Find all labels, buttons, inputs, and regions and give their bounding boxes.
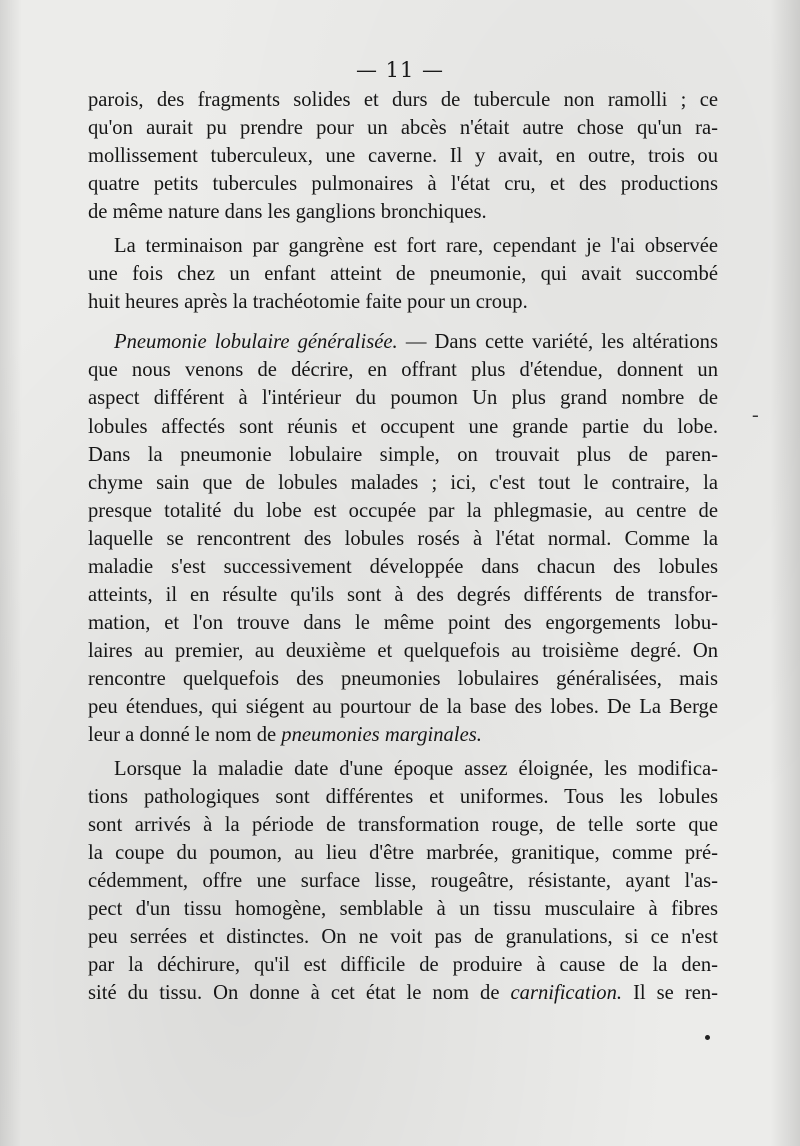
- text-line: chyme sain que de lobules malades ; ici, c'est tout le contraire, la: [88, 471, 718, 494]
- text-line: cédemment, offre une surface lisse, rougeâtre, résistante, ayant l'as-: [88, 870, 718, 893]
- text-line: mation, et l'on trouve dans le même point des engorgements lobu-: [88, 611, 718, 634]
- paragraph-1: [88, 86, 718, 226]
- text-line: laquelle se rencontrent des lobules rosés à l'état normal. Comme la: [88, 527, 718, 550]
- text-line: quatre petits tubercules pulmonaires à l'état cru, et des productions: [88, 173, 718, 196]
- text-line: La terminaison par gangrène est fort rare, cependant je l'ai observée: [114, 235, 718, 258]
- text-line: laires au premier, au deuxième et quelquefois au troisième degré. On: [88, 639, 718, 662]
- text-fragment: — Dans cette variété, les altérations: [397, 331, 718, 354]
- text-line: qu'on aurait pu prendre pour un abcès n'était autre chose qu'un ra-: [88, 117, 718, 140]
- text-line: Lorsque la maladie date d'une époque assez éloignée, les modifica-: [114, 758, 718, 781]
- section-heading: Pneumonie lobulaire généralisée.: [114, 331, 398, 354]
- text-line: parois, des fragments solides et durs de tubercule non ramolli ; ce: [88, 89, 718, 111]
- paragraph-2: [88, 232, 718, 316]
- text-line: aspect différent à l'intérieur du poumon Un plus grand nombre de: [88, 387, 718, 410]
- ink-spot: [705, 1035, 710, 1040]
- italic-term: pneumonies marginales.: [281, 724, 482, 747]
- text-line: pect d'un tissu homogène, semblable à un tissu musculaire à fibres: [88, 898, 718, 921]
- text-line: la coupe du poumon, au lieu d'être marbrée, granitique, comme pré-: [88, 842, 718, 865]
- text-line: [88, 328, 718, 356]
- text-line: sont arrivés à la période de transformation rouge, de telle sorte que: [88, 814, 718, 837]
- text-line: par la déchirure, qu'il est difficile de produire à cause de la den-: [88, 954, 718, 977]
- text-fragment: leur a donné le nom de: [88, 724, 282, 747]
- body-text: [88, 86, 718, 1008]
- text-line: rencontre quelquefois des pneumonies lobulaires généralisées, mais: [88, 667, 718, 690]
- text-line: une fois chez un enfant atteint de pneumonie, qui avait succombé: [88, 263, 718, 286]
- text-line: mollissement tuberculeux, une caverne. Il y avait, en outre, trois ou: [88, 145, 718, 168]
- text-line: [88, 721, 718, 749]
- text-line: peu serrées et distinctes. On ne voit pas de granulations, si ce n'est: [88, 926, 718, 949]
- text-fragment: sité du tissu. On donne à cet état le nom de: [88, 982, 511, 1005]
- text-line: huit heures après la trachéotomie faite pour un croup.: [88, 291, 528, 314]
- paragraph-4: [88, 755, 718, 1007]
- italic-term: carnification.: [510, 982, 623, 1005]
- text-line: que nous venons de décrire, en offrant plus d'étendue, donnent un: [88, 359, 718, 382]
- text-line: peu étendues, qui siégent au pourtour de la base des lobes. De La Berge: [88, 695, 718, 718]
- text-line: de même nature dans les ganglions bronchiques.: [88, 201, 487, 224]
- text-line: [88, 979, 718, 1007]
- text-line: presque totalité du lobe est occupée par la phlegmasie, au centre de: [88, 499, 718, 522]
- page-number: — 11 —: [355, 58, 445, 82]
- text-line: lobules affectés sont réunis et occupent une grande partie du lobe.: [88, 415, 718, 438]
- text-line: tions pathologiques sont différentes et uniformes. Tous les lobules: [88, 786, 718, 809]
- margin-mark: -: [752, 404, 759, 426]
- text-line: maladie s'est successivement développée dans chacun des lobules: [88, 555, 718, 578]
- text-fragment: Il se ren-: [622, 982, 718, 1005]
- text-line: Dans la pneumonie lobulaire simple, on trouvait plus de paren-: [88, 443, 718, 466]
- paragraph-3: [88, 328, 718, 749]
- text-line: atteints, il en résulte qu'ils sont à des degrés différents de transfor-: [88, 583, 718, 606]
